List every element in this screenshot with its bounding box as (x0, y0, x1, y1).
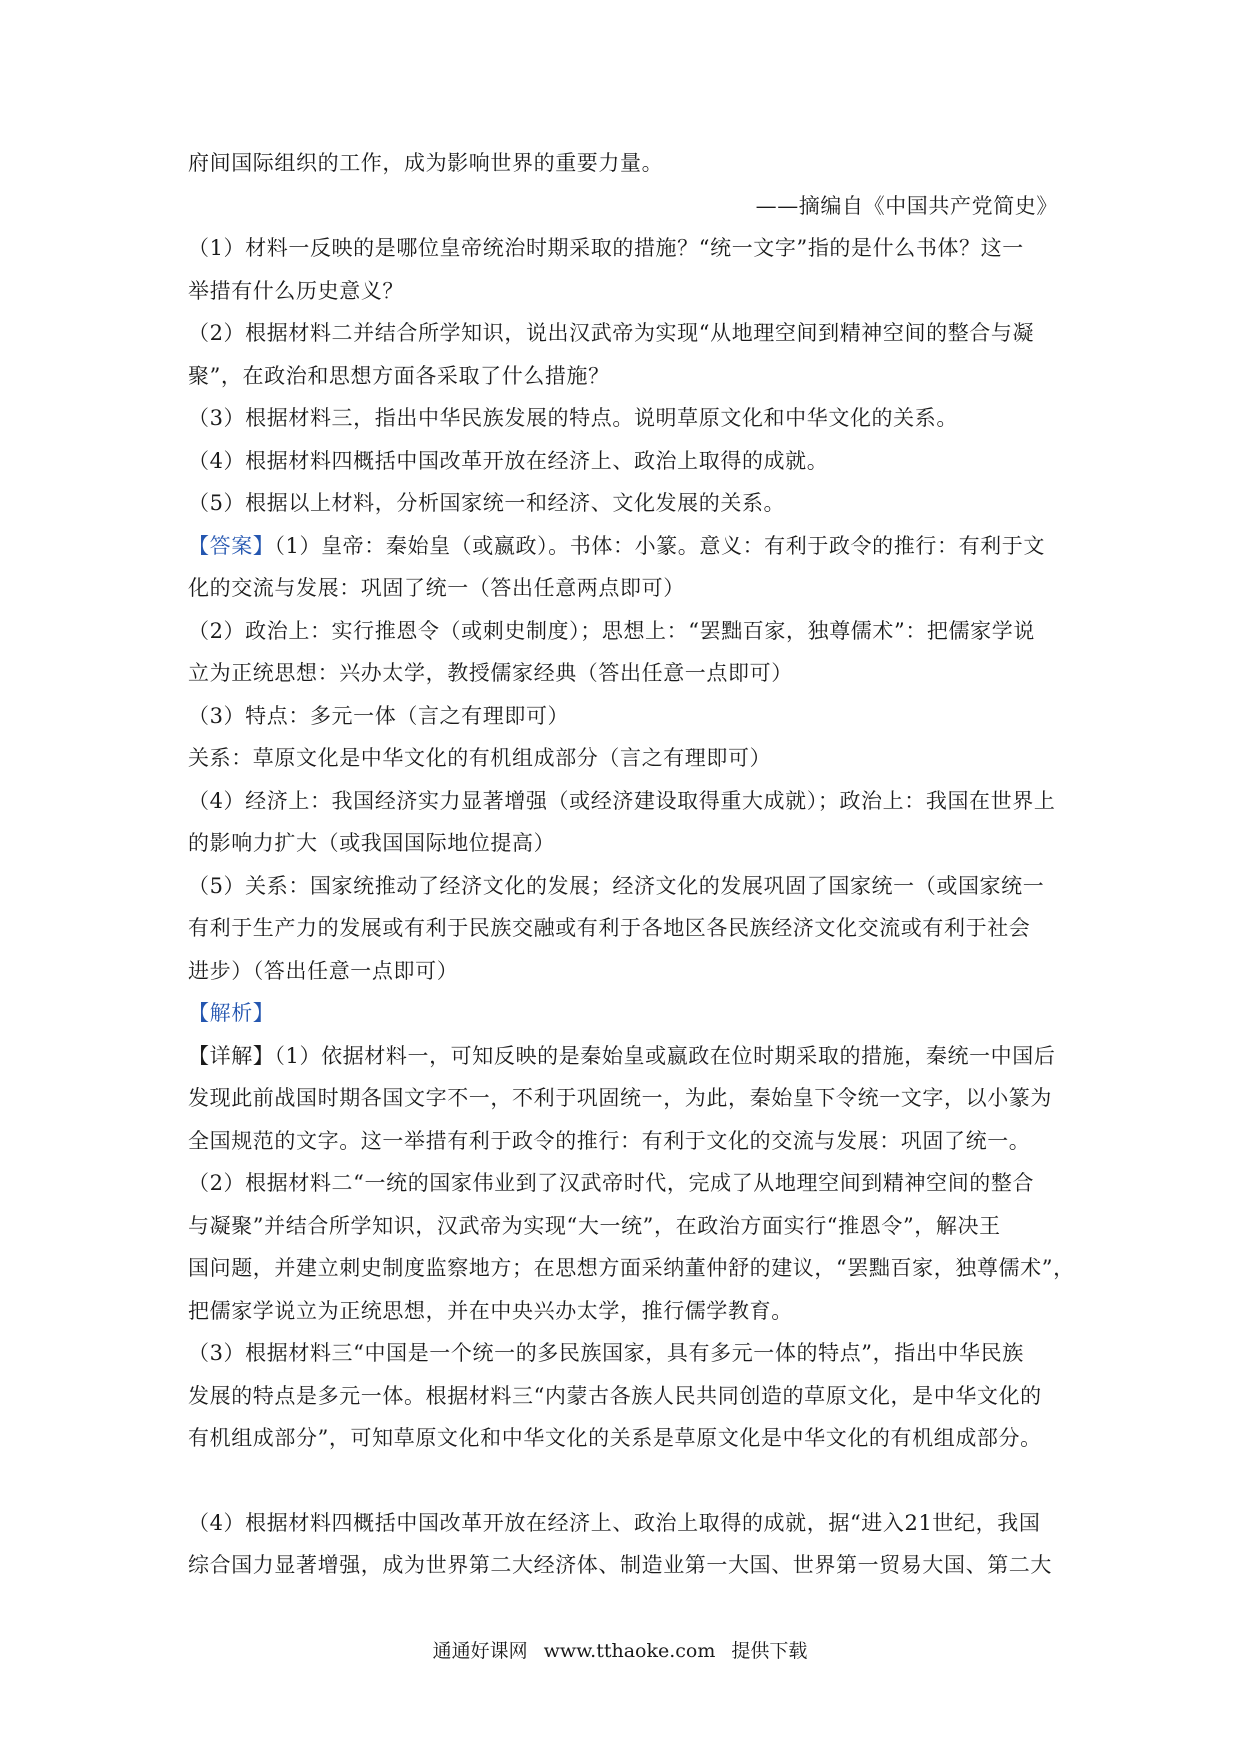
analysis-line: （3）根据材料三“中国是一个统一的多民族国家，具有多元一体的特点”，指出中华民族 (188, 1341, 1024, 1365)
questions-block (188, 227, 1058, 525)
question-line: （5）根据以上材料，分析国家统一和经济、文化发展的关系。 (188, 491, 786, 515)
answer-first-line (188, 525, 1058, 568)
analysis-line: 有机组成部分”，可知草原文化和中华文化的关系是草原文化是中华文化的有机组成部分。 (188, 1426, 1042, 1450)
answer-block (188, 525, 1058, 993)
analysis-line: 全国规范的文字。这一举措有利于政令的推行：有利于文化的交流与发展：巩固了统一。 (188, 1128, 1031, 1153)
footer-url[interactable]: www.tthaoke.com (543, 1640, 716, 1662)
answer-text: （1）皇帝：秦始皇（或嬴政）。书体：小篆。意义：有利于政令的推行：有利于文 (274, 533, 1045, 558)
page-footer (0, 1636, 1240, 1663)
answer-line: （5）关系：国家统推动了经济文化的发展；经济文化的发展巩固了国家统一（或国家统一 (188, 873, 1045, 898)
analysis-tag: 【解析】 (188, 1001, 275, 1025)
question-line: 举措有什么历史意义？ (188, 278, 404, 303)
analysis-line: 综合国力显著增强，成为世界第二大经济体、制造业第一大国、世界第一贸易大国、第二大 (188, 1553, 1052, 1577)
answer-line: 关系：草原文化是中华文化的有机组成部分（言之有理即可） (188, 746, 772, 770)
analysis-line: 国问题，并建立刺史制度监察地方；在思想方面采纳董仲舒的建议，“罢黜百家，独尊儒术”， (188, 1256, 1075, 1280)
answer-line: 的影响力扩大（或我国国际地位提高） (188, 831, 556, 855)
detail-text: （1）依据材料一，可知反映的是秦始皇或嬴政在位时期采取的措施，秦统一中国后 (274, 1043, 1056, 1068)
question-line: （3）根据材料三，指出中华民族发展的特点。说明草原文化和中华文化的关系。 (188, 406, 958, 430)
analysis-line: 与凝聚”并结合所学知识，汉武帝为实现“大一统”，在政治方面实行“推恩令”，解决王 (188, 1213, 1001, 1238)
answer-line: （3）特点：多元一体（言之有理即可） (188, 703, 570, 728)
detail-tag: 【详解】 (188, 1043, 275, 1068)
material-source: ——摘编自《中国共产党简史》 (755, 193, 1058, 218)
answer-line: 立为正统思想：兴办太学，教授儒家经典（答出任意一点即可） (188, 661, 793, 685)
answer-line: 进步）（答出任意一点即可） (188, 958, 459, 983)
question-line: （4）根据材料四概括中国改革开放在经济上、政治上取得的成就。 (188, 448, 829, 473)
question-line: （2）根据材料二并结合所学知识，说出汉武帝为实现“从地理空间到精神空间的整合与凝 (188, 321, 1035, 345)
analysis-line: 把儒家学说立为正统思想，并在中央兴办太学，推行儒学教育。 (188, 1298, 793, 1323)
detail-first-line (188, 1035, 1058, 1078)
question-line: 聚”，在政治和思想方面各采取了什么措施？ (188, 363, 610, 388)
analysis-line: 发展的特点是多元一体。根据材料三“内蒙古各族人民共同创造的草原文化，是中华文化的 (188, 1383, 1042, 1408)
document-body (188, 142, 1075, 1587)
analysis-block (188, 992, 1075, 1587)
answer-line: （4）经济上：我国经济实力显著增强（或经济建设取得重大成就）；政治上：我国在世界上 (188, 788, 1056, 813)
answer-line: （2）政治上：实行推恩令（或刺史制度）；思想上：“罢黜百家，独尊儒术”：把儒家学说 (188, 618, 1035, 643)
footer-suffix: 提供下载 (731, 1640, 808, 1662)
analysis-line: （4）根据材料四概括中国改革开放在经济上、政治上取得的成就，据“进入21世纪，我国 (188, 1510, 1041, 1535)
analysis-line: （2）根据材料二“一统的国家伟业到了汉武帝时代，完成了从地理空间到精神空间的整合 (188, 1171, 1035, 1195)
paragraph-gap (188, 1460, 1058, 1502)
material-text: 府间国际组织的工作，成为影响世界的重要力量。 (188, 151, 664, 175)
answer-tag: 【答案】 (188, 533, 275, 558)
footer-site-name: 通通好课网 (432, 1640, 528, 1662)
answer-line: 化的交流与发展：巩固了统一（答出任意两点即可） (188, 576, 685, 600)
answer-line: 有利于生产力的发展或有利于民族交融或有利于各地区各民族经济文化交流或有利于社会 (188, 916, 1031, 940)
analysis-line: 发现此前战国时期各国文字不一，不利于巩固统一，为此，秦始皇下令统一文字，以小篆为 (188, 1086, 1052, 1110)
question-line: （1）材料一反映的是哪位皇帝统治时期采取的措施？“统一文字”指的是什么书体？这一 (188, 236, 1024, 260)
